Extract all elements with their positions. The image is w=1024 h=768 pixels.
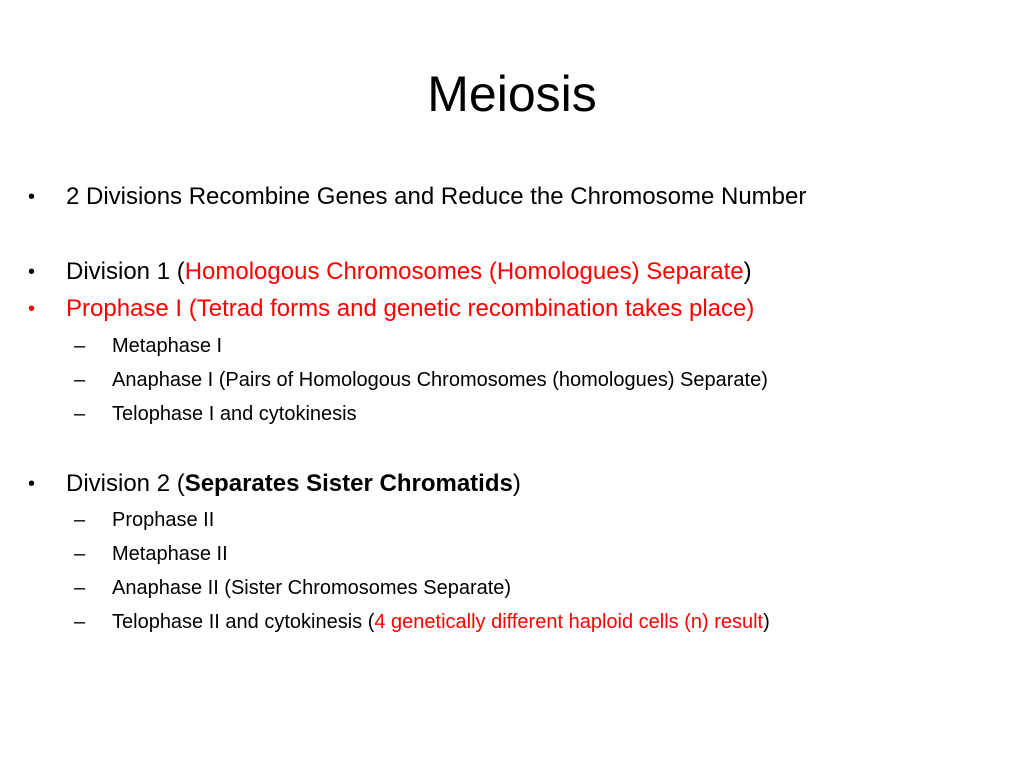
dash-marker: –	[74, 403, 86, 425]
dash-marker: –	[74, 369, 86, 391]
bullet-text: 2 Divisions Recombine Genes and Reduce the Chromosome Number	[66, 183, 807, 210]
text-suffix: )	[512, 470, 521, 497]
sub-item-text: Metaphase II	[112, 543, 228, 565]
text-prefix: Division 2 (	[66, 470, 185, 497]
bullet-marker: •	[28, 298, 36, 320]
text-prefix: Division 1 (	[66, 258, 185, 285]
highlight-text: Separates Sister Chromatids	[184, 470, 513, 497]
sub-item-text: Telophase I and cytokinesis	[112, 403, 357, 425]
bullet-text: Prophase I (Tetrad forms and genetic recombination takes place)	[66, 295, 755, 322]
sub-item-text: Anaphase II (Sister Chromosomes Separate)	[112, 577, 512, 599]
highlight-text: Homologous Chromosomes (Homologues) Separate	[184, 258, 744, 285]
bullet-marker: •	[28, 186, 36, 208]
text-suffix: )	[763, 611, 770, 633]
sub-item-text: Prophase II	[112, 509, 215, 531]
text-suffix: )	[743, 258, 752, 285]
sub-item-text	[112, 608, 770, 636]
dash-marker: –	[74, 543, 86, 565]
dash-marker: –	[74, 509, 86, 531]
slide-title: Meiosis	[427, 66, 597, 122]
bullet-marker: •	[28, 473, 36, 495]
bullet-text	[66, 256, 752, 288]
sub-item-text: Metaphase I	[112, 335, 223, 357]
bullet-text	[66, 468, 521, 500]
bullet-marker: •	[28, 261, 36, 283]
highlight-text: 4 genetically different haploid cells (n) result	[374, 611, 764, 633]
dash-marker: –	[74, 577, 86, 599]
sub-item-text: Anaphase I (Pairs of Homologous Chromosomes (homologues) Separate)	[112, 369, 768, 391]
dash-marker: –	[74, 335, 86, 357]
text-prefix: Telophase II and cytokinesis (	[112, 611, 375, 633]
dash-marker: –	[74, 611, 86, 633]
